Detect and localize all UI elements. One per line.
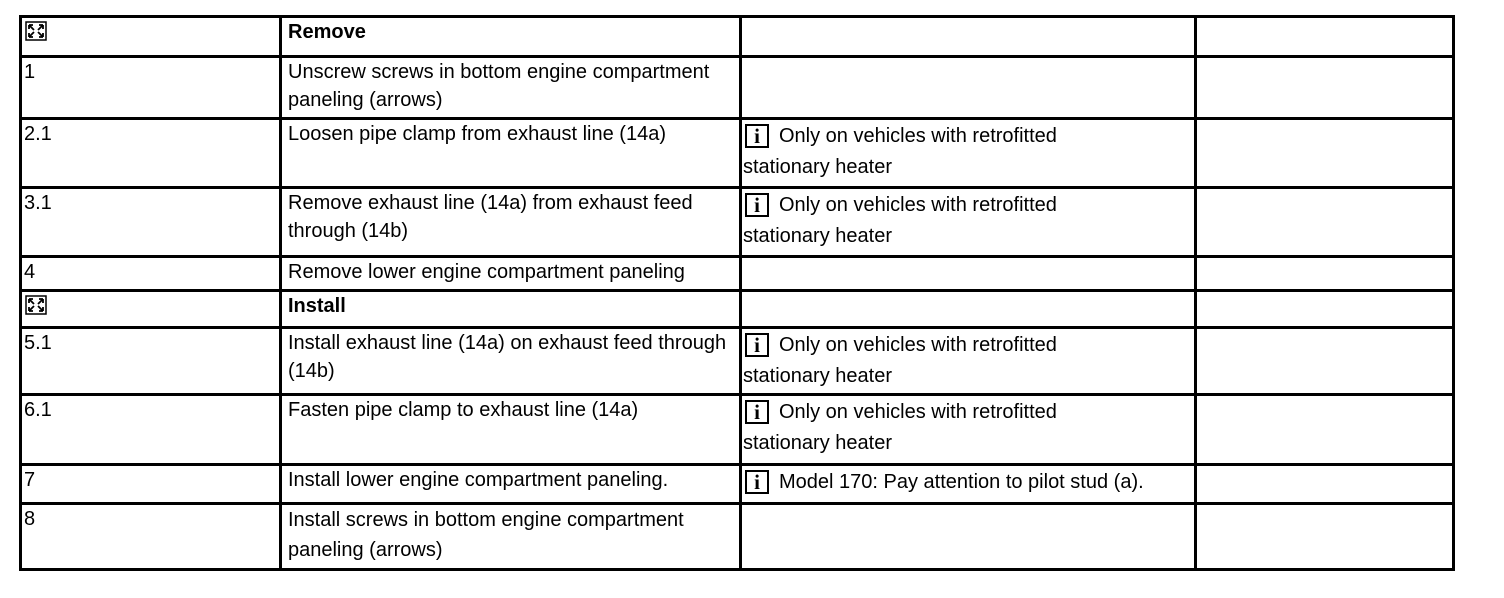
note-text: Only on vehicles with retrofitted: [779, 125, 1057, 147]
extra-cell: [1194, 120, 1452, 186]
step-action: Install lower engine compartment paneling.: [279, 466, 739, 502]
extra-cell: [1194, 189, 1452, 255]
procedure-table: [19, 15, 1455, 571]
extra-cell: [1194, 18, 1452, 55]
step-number: 7: [24, 469, 36, 491]
note-text-continued: stationary heater: [743, 432, 892, 454]
note-text-continued: stationary heater: [743, 365, 892, 387]
table-row: [22, 120, 1452, 189]
note-text-continued: stationary heater: [743, 156, 892, 178]
step-number: 5.1: [24, 332, 52, 354]
step-action: Unscrew screws in bottom engine compartment paneling (arrows): [279, 58, 739, 117]
note-text: Only on vehicles with retrofitted: [779, 401, 1057, 423]
table-row: [22, 58, 1452, 120]
step-action: Install screws in bottom engine compartment paneling (arrows): [279, 505, 739, 568]
extra-cell: [1194, 466, 1452, 502]
step-action: Remove exhaust line (14a) from exhaust feed through (14b): [279, 189, 739, 255]
expand-arrows-icon: [25, 21, 47, 41]
note-cell: [739, 120, 1194, 186]
table-row: [22, 329, 1452, 396]
section-row-remove: [22, 18, 1452, 58]
step-number: 3.1: [24, 192, 52, 214]
note-cell: [739, 292, 1194, 326]
expand-arrows-icon: [25, 295, 47, 315]
table-row: [22, 466, 1452, 505]
table-row: [22, 189, 1452, 258]
section-row-install: [22, 292, 1452, 329]
extra-cell: [1194, 58, 1452, 117]
section-icon-cell: [22, 18, 279, 55]
note-cell: [739, 505, 1194, 568]
step-number: 4: [24, 261, 36, 283]
extra-cell: [1194, 396, 1452, 463]
step-number: 6.1: [24, 399, 52, 421]
note-text: Model 170: Pay attention to pilot stud (a).: [779, 471, 1144, 493]
step-action: Loosen pipe clamp from exhaust line (14a): [279, 120, 739, 186]
step-action: Install exhaust line (14a) on exhaust feed through (14b): [279, 329, 739, 393]
step-action: Remove lower engine compartment paneling: [279, 258, 739, 289]
note-cell: [739, 396, 1194, 463]
note-cell: [739, 18, 1194, 55]
extra-cell: [1194, 505, 1452, 568]
note-cell: [739, 329, 1194, 393]
section-label-install: Install: [279, 292, 739, 326]
info-icon: i: [745, 124, 769, 148]
step-number: 2.1: [24, 123, 52, 145]
note-cell: [739, 189, 1194, 255]
info-icon: i: [745, 470, 769, 494]
note-text: Only on vehicles with retrofitted: [779, 334, 1057, 356]
note-cell: [739, 258, 1194, 289]
info-icon: i: [745, 400, 769, 424]
step-action: Fasten pipe clamp to exhaust line (14a): [279, 396, 739, 463]
info-icon: i: [745, 333, 769, 357]
note-cell: [739, 466, 1194, 502]
section-icon-cell: [22, 292, 279, 326]
note-cell: [739, 58, 1194, 117]
table-row: [22, 258, 1452, 292]
table-row: [22, 396, 1452, 466]
extra-cell: [1194, 292, 1452, 326]
table-row: [22, 505, 1452, 568]
info-icon: i: [745, 193, 769, 217]
step-number: 8: [24, 508, 36, 530]
section-label-remove: Remove: [279, 18, 739, 55]
step-number: 1: [24, 61, 36, 83]
extra-cell: [1194, 258, 1452, 289]
extra-cell: [1194, 329, 1452, 393]
note-text-continued: stationary heater: [743, 225, 892, 247]
note-text: Only on vehicles with retrofitted: [779, 194, 1057, 216]
